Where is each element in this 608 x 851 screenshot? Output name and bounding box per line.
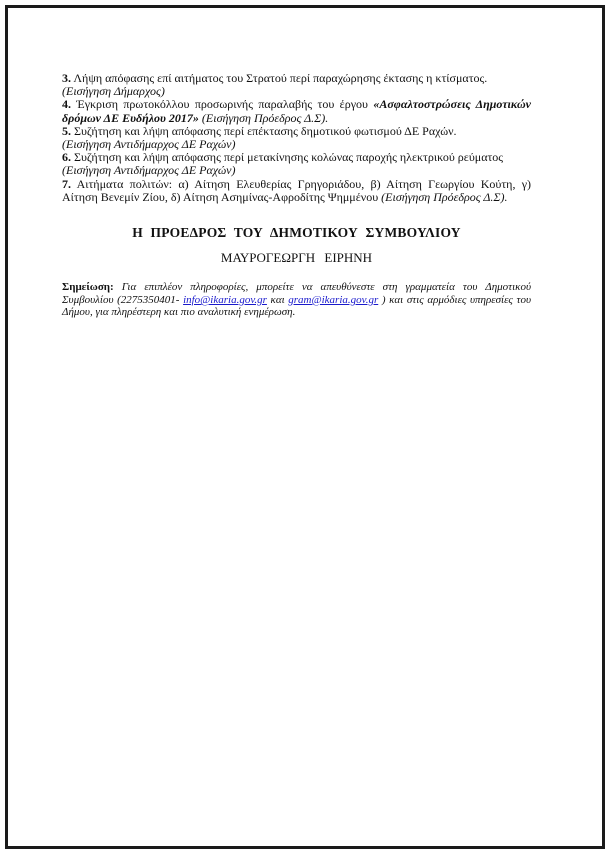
signature-title: Η ΠΡΟΕΔΡΟΣ ΤΟΥ ΔΗΜΟΤΙΚΟΥ ΣΥΜΒΟΥΛΙΟΥ bbox=[132, 225, 461, 241]
item-rapporteur: (Εισήγηση Πρόεδρος Δ.Σ). bbox=[381, 189, 508, 204]
item-rapporteur: (Εισήγηση Πρόεδρος Δ.Σ). bbox=[198, 110, 329, 125]
agenda-item-7 bbox=[62, 178, 531, 204]
item-text: Αιτήματα πολιτών: α) Αίτηση Ελευθερίας Γρηγοριάδου, β) Αίτηση Γεωργίου Κούτη, γ) Αίτηση Βενεμίν Ζίου, δ) Αίτηση Ασημίνας-Αφροδίτης Ψημμένου bbox=[62, 176, 531, 204]
note-text: και bbox=[266, 293, 289, 306]
footnote bbox=[62, 281, 531, 318]
item-number: 5. bbox=[62, 123, 71, 138]
project-title: «Ασφαλτοστρώσεις Δημοτικών δρόμων ΔΕ Ευδήλου 2017» bbox=[62, 97, 531, 125]
note-text: Για επιπλέον πληροφορίες, μπορείτε να απευθύνεστε στη γραμματεία του Δημοτικού Συμβουλίου (2275350401- bbox=[62, 281, 531, 306]
item-text: Συζήτηση και λήψη απόφασης περί επέκτασης δημοτικού φωτισμού ΔΕ Ραχών. bbox=[71, 123, 457, 138]
item-rapporteur: (Εισήγηση Αντιδήμαρχος ΔΕ Ραχών) bbox=[62, 163, 236, 178]
email-link-info[interactable]: info@ikaria.gov.gr bbox=[183, 293, 267, 306]
item-text: Συζήτηση και λήψη απόφασης περί μετακίνησης κολώνας παροχής ηλεκτρικού ρεύματος bbox=[71, 150, 504, 165]
email-link-gram[interactable]: gram@ikaria.gov.gr bbox=[288, 293, 379, 306]
item-number: 6. bbox=[62, 150, 71, 165]
item-rapporteur: (Εισήγηση Δήμαρχος) bbox=[62, 84, 165, 99]
item-number: 7. bbox=[62, 176, 71, 191]
item-text: Έγκριση πρωτοκόλλου προσωρινής παραλαβής του έργου bbox=[71, 97, 374, 112]
item-number: 3. bbox=[62, 71, 71, 85]
item-number: 4. bbox=[62, 97, 71, 112]
agenda-item-4 bbox=[62, 98, 531, 124]
item-text: Λήψη απόφασης επί αιτήματος του Στρατού περί παραχώρησης έκτασης η κτίσματος. bbox=[71, 71, 488, 85]
agenda-item-3 bbox=[62, 72, 531, 98]
document-content bbox=[62, 72, 531, 330]
note-label: Σημείωση: bbox=[62, 281, 114, 294]
item-rapporteur: (Εισήγηση Αντιδήμαρχος ΔΕ Ραχών) bbox=[62, 137, 236, 152]
agenda-item-5 bbox=[62, 125, 531, 151]
signature-name: ΜΑΥΡΟΓΕΩΡΓΗ ΕΙΡΗΝΗ bbox=[220, 250, 373, 266]
note-text: ) και στις αρμόδιες υπηρεσίες του Δήμου, για πληρέστερη και πιο αναλυτική ενημέρωση. bbox=[62, 293, 531, 319]
agenda-item-6 bbox=[62, 151, 531, 177]
